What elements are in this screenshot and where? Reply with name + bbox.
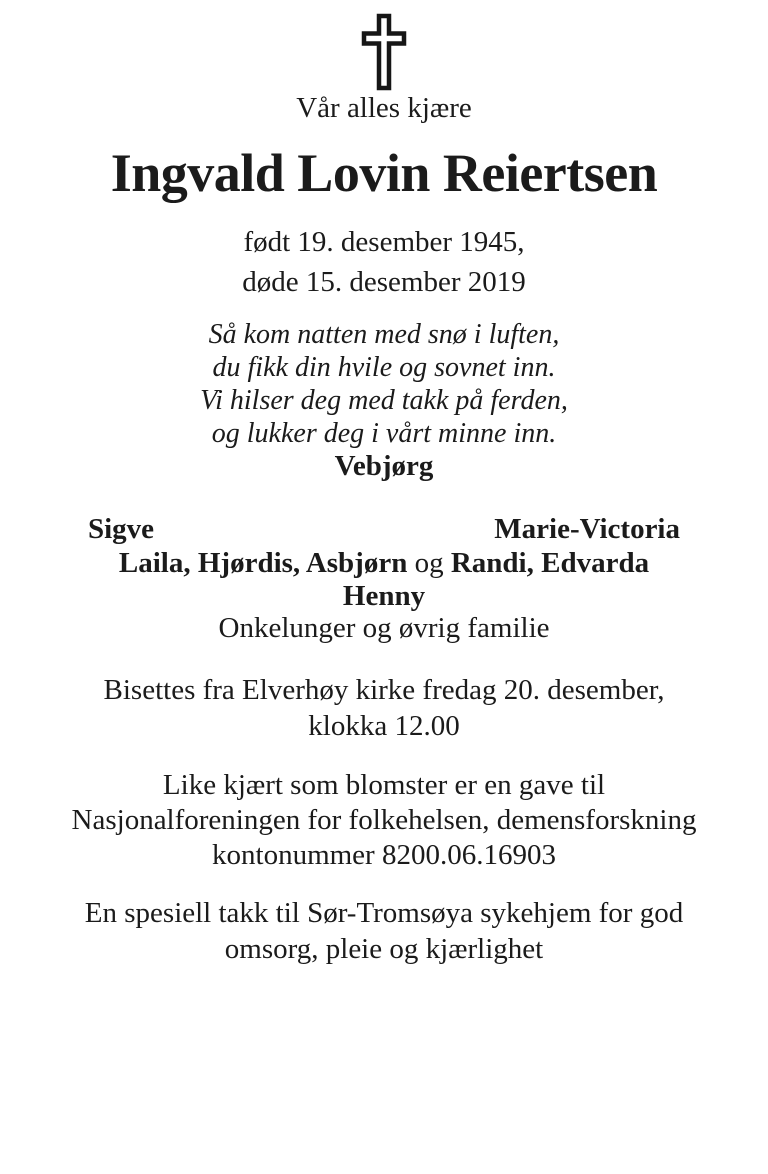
- mourner-name-bottom: Henny: [342, 580, 426, 612]
- mourner-name-left: Sigve: [88, 513, 155, 545]
- donation-line-3: kontonummer 8200.06.16903: [212, 839, 556, 871]
- poem-line: og lukker deg i vårt minne inn.: [211, 418, 557, 449]
- donation-line-1: Like kjært som blomster er en gave til: [162, 769, 606, 801]
- thanks-line-1: En spesiell takk til Sør-Tromsøya sykehjem for god: [84, 897, 684, 929]
- death-date-line: døde 15. desember 2019: [242, 266, 526, 298]
- mourner-name-pair: [0, 512, 768, 546]
- service-line-1: Bisettes fra Elverhøy kirke fredag 20. desember,: [103, 674, 665, 706]
- life-dates: [0, 222, 768, 302]
- mourner-names-before: Laila, Hjørdis, Asbjørn: [118, 547, 408, 579]
- service-line-2: klokka 12.00: [308, 710, 460, 742]
- mourner-name-group: [0, 546, 768, 580]
- donation-info: [0, 768, 768, 873]
- donation-line-2: Nasjonalforeningen for folkehelsen, demensforskning: [71, 804, 697, 836]
- service-info: [0, 672, 768, 744]
- intro-line: Vår alles kjære: [296, 92, 472, 124]
- latin-cross-icon: [361, 13, 407, 91]
- mourner-names-after: Randi, Edvarda: [450, 547, 650, 579]
- family-line: Onkelunger og øvrig familie: [218, 612, 550, 644]
- poem-line: du fikk din hvile og sovnet inn.: [212, 352, 556, 383]
- poem-line: Vi hilser deg med takk på ferden,: [200, 385, 568, 416]
- cross-icon-wrap: [0, 12, 768, 92]
- birth-date-line: født 19. desember 1945,: [243, 226, 525, 258]
- mourner-name-top: Vebjørg: [334, 450, 434, 482]
- thanks-line-2: omsorg, pleie og kjærlighet: [224, 933, 544, 965]
- memorial-poem: [0, 318, 768, 450]
- mourner-conjunction: og: [407, 547, 451, 579]
- thanks-note: [0, 895, 768, 997]
- mourner-name-right: Marie-Victoria: [494, 513, 680, 545]
- poem-line: Så kom natten med snø i luften,: [208, 319, 560, 350]
- deceased-name: Ingvald Lovin Reiertsen: [110, 143, 658, 203]
